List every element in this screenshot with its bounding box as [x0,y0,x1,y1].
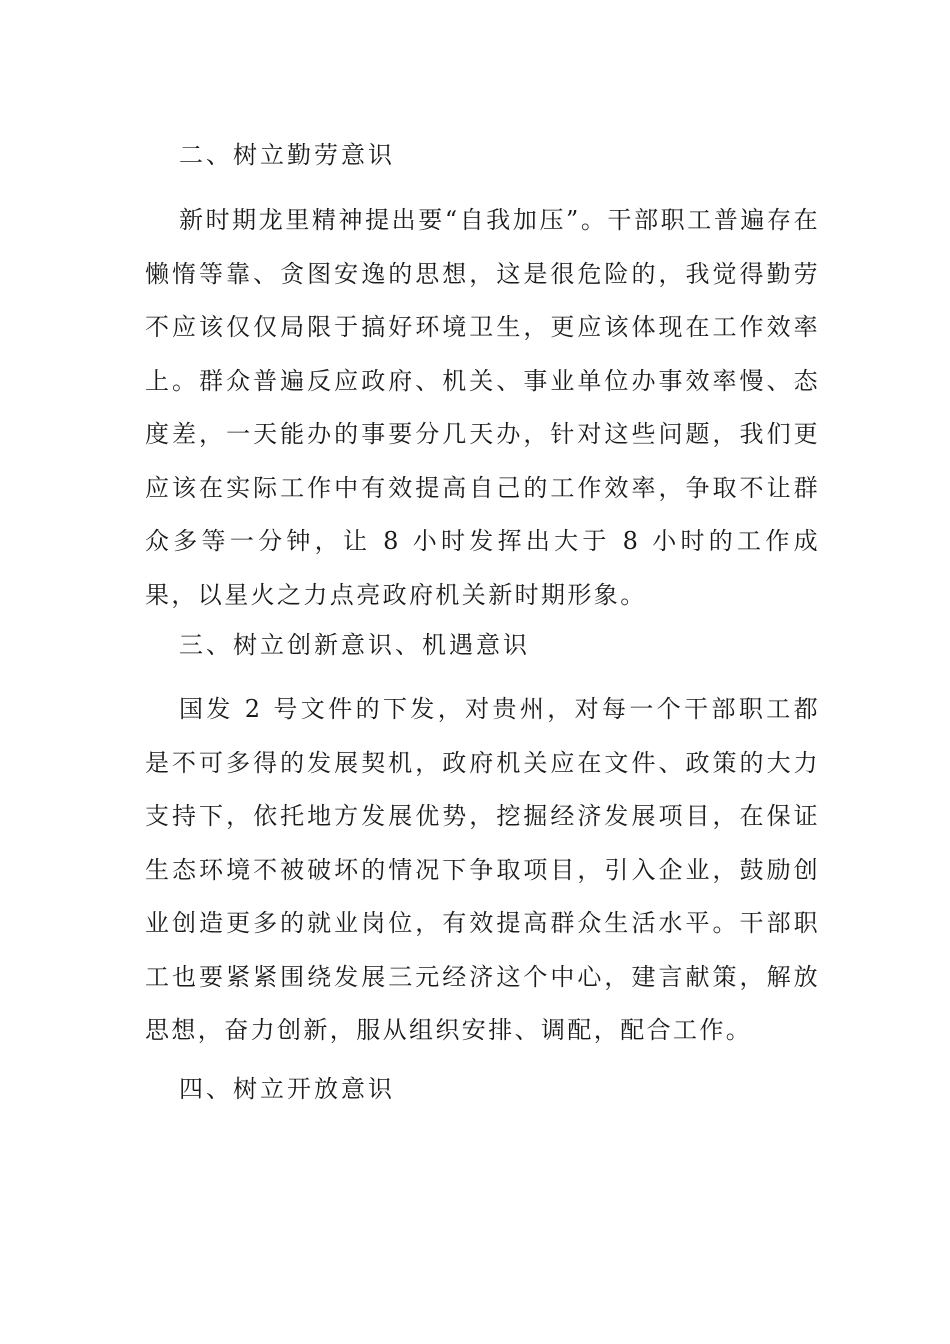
section-heading-diligence: 二、树立勤劳意识 [179,141,395,169]
section-body-innovation: 国发 2 号文件的下发，对贵州，对每一个干部职工都是不可多得的发展契机，政府机关应在文件、政策的大力支持下，依托地方发展优势，挖掘经济发展项目，在保证生态环境不被破坏的情况下争取项目，引入企业，鼓励创业创造更多的就业岗位，有效提高群众生活水平。干部职工也要紧紧围绕发展三元经济这个中心，建言献策，解放思想，奋力创新，服从组织安排、调配，配合工作。 [145,695,820,1044]
section-heading-openness: 四、树立开放意识 [179,1075,395,1103]
section-body-diligence: 新时期龙里精神提出要“自我加压”。干部职工普遍存在懒惰等靠、贪图安逸的思想，这是很危险的，我觉得勤劳不应该仅仅局限于搞好环境卫生，更应该体现在工作效率上。群众普遍反应政府、机关、事业单位办事效率慢、态度差，一天能办的事要分几天办，针对这些问题，我们更应该在实际工作中有效提高自己的工作效率，争取不让群众多等一分钟，让 8 小时发挥出大于 8 小时的工作成果，以星火之力点亮政府机关新时期形象。 [145,206,820,609]
section-heading-innovation: 三、树立创新意识、机遇意识 [179,631,530,659]
